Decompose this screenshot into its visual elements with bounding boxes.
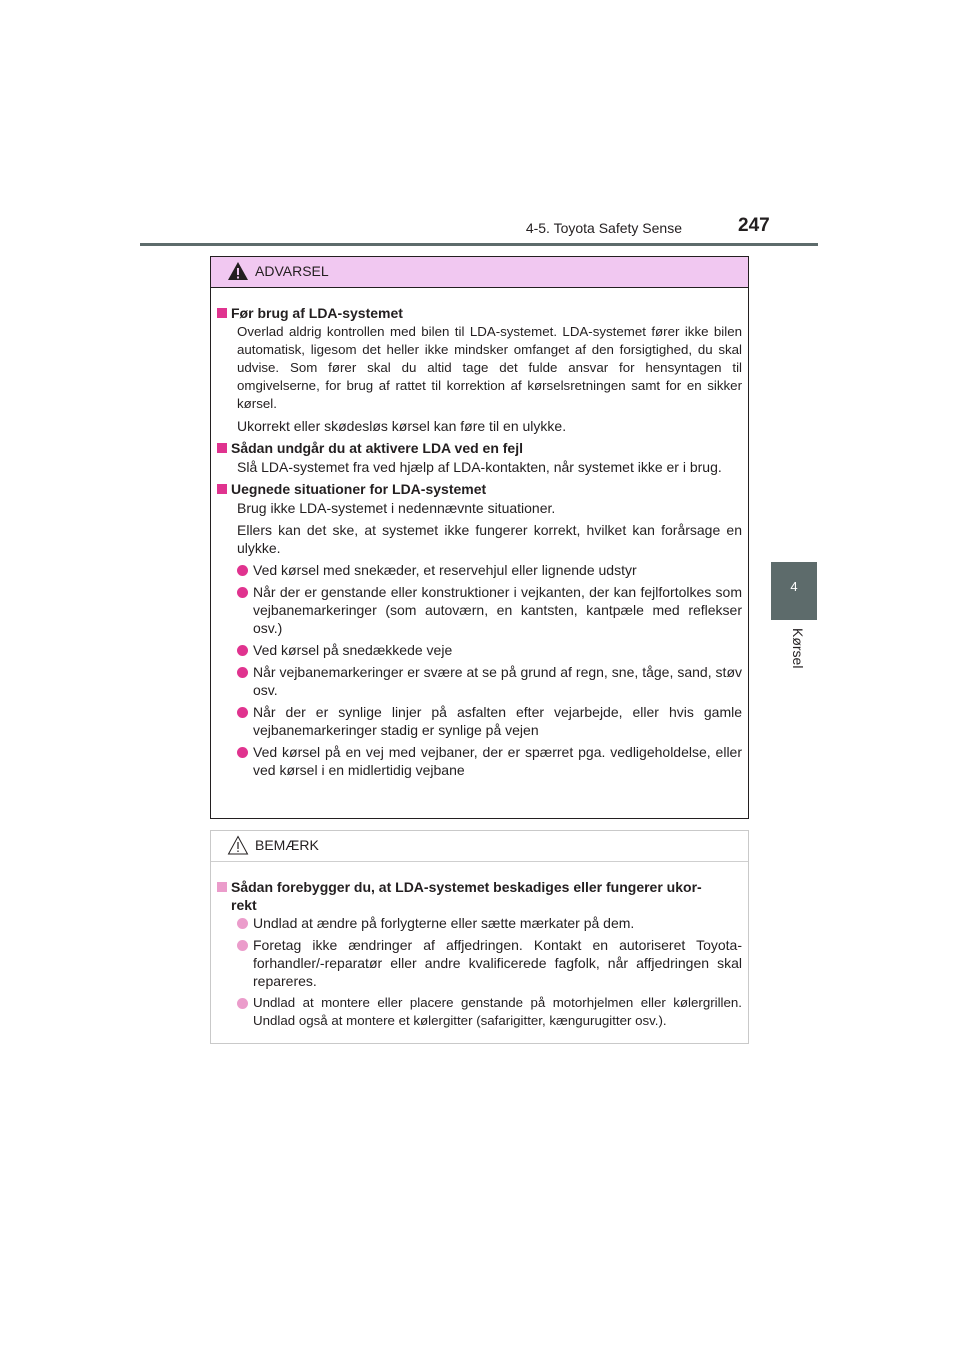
note-title: BEMÆRK [255, 837, 319, 853]
section-heading: Sådan undgår du at aktivere LDA ved en fejl [217, 439, 742, 457]
section-title: 4-5. Toyota Safety Sense [525, 220, 682, 236]
caution-triangle-icon [227, 835, 249, 855]
list-item: Når vejbanemarkeringer er svære at se på grund af regn, sne, tåge, sand, støv osv. [237, 663, 742, 699]
list-item: Ved kørsel på snedækkede veje [237, 641, 742, 659]
note-header [211, 831, 748, 862]
list-item: Undlad at ændre på forlygterne eller sætte mærkater på dem. [237, 914, 742, 932]
section-heading: Sådan forebygger du, at LDA-systemet beskadiges eller fungerer ukor- rekt [217, 878, 742, 914]
chapter-label: Kørsel [790, 628, 806, 669]
warning-header [211, 257, 748, 288]
list-item: Foretag ikke ændringer af affjedringen. Kontakt en autoriseret Toyota-forhandler/-reparatør eller andre kvalificerede fagfolk, når affjedringen skal repareres. [237, 936, 742, 990]
paragraph: Overlad aldrig kontrollen med bilen til LDA-systemet. LDA-systemet fører ikke bilen automatisk, ligesom det heller ikke mindsker omfanget af den forsigtighed, du skal udvise. Som fører skal du altid tage det fulde ansvar for hensyntagen til omgivelserne, for brug af rattet til korrektion af kørselsretningen samt for en sikker kørsel. [237, 324, 742, 411]
header-rule [140, 243, 818, 246]
list-item: Ved kørsel på en vej med vejbaner, der er spærret pga. vedligeholdelse, eller ved kørsel i en midlertidig vejbane [237, 743, 742, 779]
warning-triangle-icon [227, 261, 249, 281]
warning-title: ADVARSEL [255, 263, 329, 279]
list-item: Når der er genstande eller konstruktioner i vejkanten, der kan fejlfortolkes som vejbanemarkeringer (som autoværn, en kantsten, kantpæle med reflekser osv.) [237, 583, 742, 637]
list-item: Ved kørsel med snekæder, et reservehjul eller lignende udstyr [237, 561, 742, 579]
page-number: 247 [738, 215, 770, 236]
list-item: Undlad at montere eller placere genstande på motorhjelmen eller kølergrillen. Undlad også at montere et kølergitter (safarigitter, kængurugitter osv.). [237, 994, 742, 1030]
section-heading: Uegnede situationer for LDA-systemet [217, 480, 742, 498]
note-box [210, 830, 749, 1044]
section-heading: Før brug af LDA-systemet [217, 304, 742, 322]
paragraph: Ellers kan det ske, at systemet ikke fungerer korrekt, hvilket kan forårsage en ulykke. [237, 522, 742, 556]
warning-box [210, 256, 749, 819]
paragraph: Slå LDA-systemet fra ved hjælp af LDA-kontakten, når systemet ikke er i brug. [237, 459, 722, 475]
paragraph: Ukorrekt eller skødesløs kørsel kan føre til en ulykke. [237, 418, 567, 434]
chapter-tab: 4 [771, 562, 817, 620]
paragraph: Brug ikke LDA-systemet i nedennævnte situationer. [237, 500, 556, 516]
list-item: Når der er synlige linjer på asfalten efter vejarbejde, eller hvis gamle vejbanemarkeringer stadig er synlige på vejen [237, 703, 742, 739]
